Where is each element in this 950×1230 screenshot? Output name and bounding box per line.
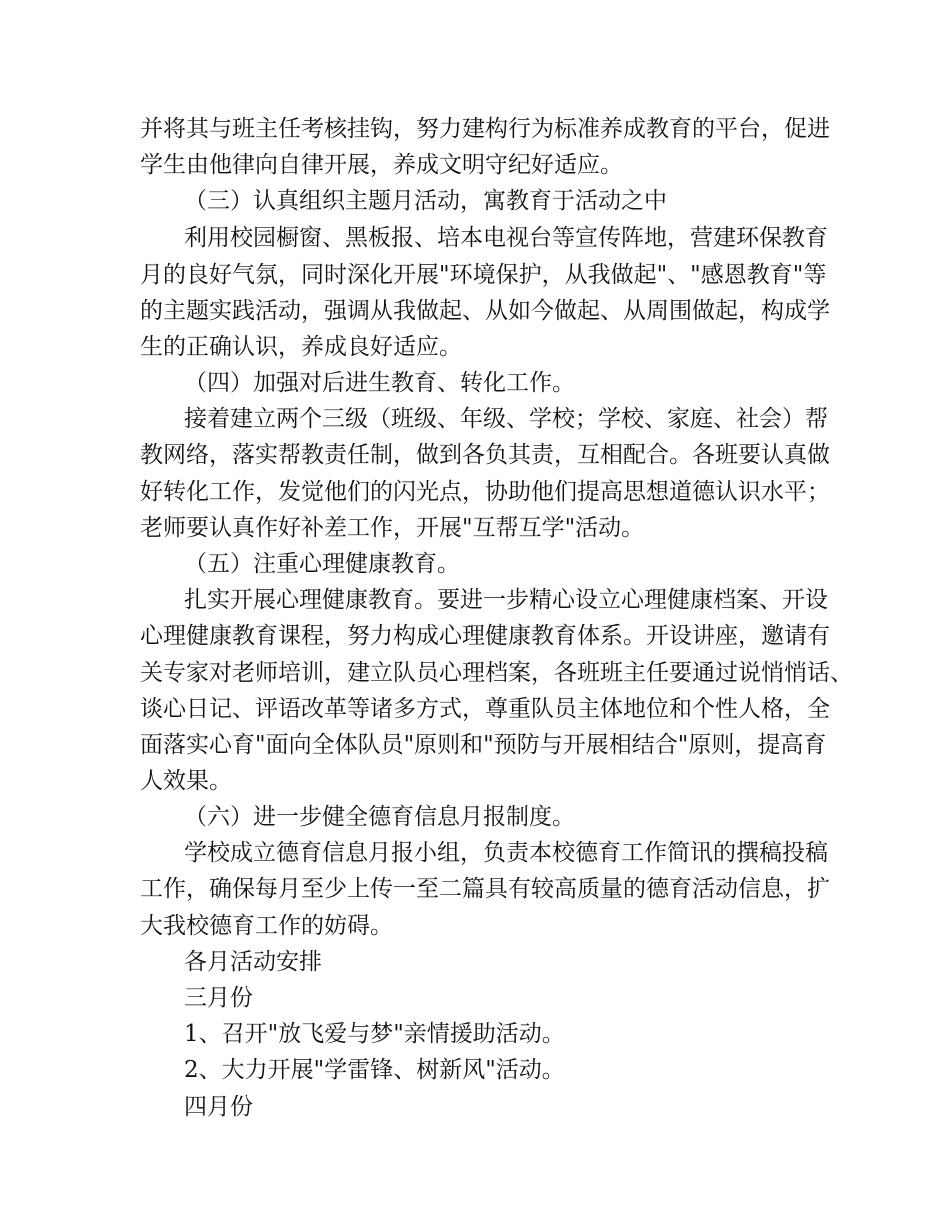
month-heading: 三月份 xyxy=(184,985,253,1011)
text-line: 人效果。 xyxy=(140,768,232,794)
text-line: 月的良好气氛，同时深化开展"环境保护，从我做起"、"感恩教育"等 xyxy=(140,262,827,288)
text-line: 的主题实践活动，强调从我做起、从如今做起、从周围做起，构成学 xyxy=(140,298,830,324)
text-line: 学生由他律向自律开展，养成文明守纪好适应。 xyxy=(140,152,623,178)
section-heading: （四）加强对后进生教育、转化工作。 xyxy=(184,370,575,396)
text-line: 大我校德育工作的妨碍。 xyxy=(140,913,393,939)
text-line: 接着建立两个三级（班级、年级、学校；学校、家庭、社会）帮 xyxy=(184,406,828,432)
text-line: 教网络，落实帮教责任制，做到各负其责，互相配合。各班要认真做 xyxy=(140,442,830,468)
section-heading: （五）注重心理健康教育。 xyxy=(184,551,460,577)
month-heading: 四月份 xyxy=(184,1094,253,1120)
text-line: 生的正确认识，养成良好适应。 xyxy=(140,334,462,360)
schedule-heading: 各月活动安排 xyxy=(184,949,322,975)
text-line: 好转化工作，发觉他们的闪光点，协助他们提高思想道德认识水平； xyxy=(140,479,830,505)
text-line: 工作，确保每月至少上传一至二篇具有较高质量的德育活动信息，扩 xyxy=(140,876,830,902)
text-line: 并将其与班主任考核挂钩，努力建构行为标准养成教育的平台，促进 xyxy=(140,116,830,142)
text-line: 关专家对老师培训，建立队员心理档案，各班班主任要通过说悄悄话、 xyxy=(140,660,853,686)
list-item: 1、召开"放飞爱与梦"亲情援助活动。 xyxy=(184,1021,565,1047)
section-heading: （六）进一步健全德育信息月报制度。 xyxy=(184,804,575,830)
list-item: 2、大力开展"学雷锋、树新风"活动。 xyxy=(184,1057,565,1083)
text-line: 扎实开展心理健康教育。要进一步精心设立心理健康档案、开设 xyxy=(184,587,828,613)
section-heading: （三）认真组织主题月活动，寓教育于活动之中 xyxy=(184,188,667,214)
text-line: 学校成立德育信息月报小组，负责本校德育工作简讯的撰稿投稿 xyxy=(184,840,828,866)
text-line: 心理健康教育课程，努力构成心理健康教育体系。开设讲座，邀请有 xyxy=(140,623,830,649)
text-line: 利用校园橱窗、黑板报、培本电视台等宣传阵地，营建环保教育 xyxy=(184,225,828,251)
text-line: 面落实心育"面向全体队员"原则和"预防与开展相结合"原则，提高育 xyxy=(140,732,827,758)
text-line: 老师要认真作好补差工作，开展"互帮互学"活动。 xyxy=(140,515,645,541)
text-line: 谈心日记、评语改革等诸多方式，尊重队员主体地位和个性人格，全 xyxy=(140,696,830,722)
